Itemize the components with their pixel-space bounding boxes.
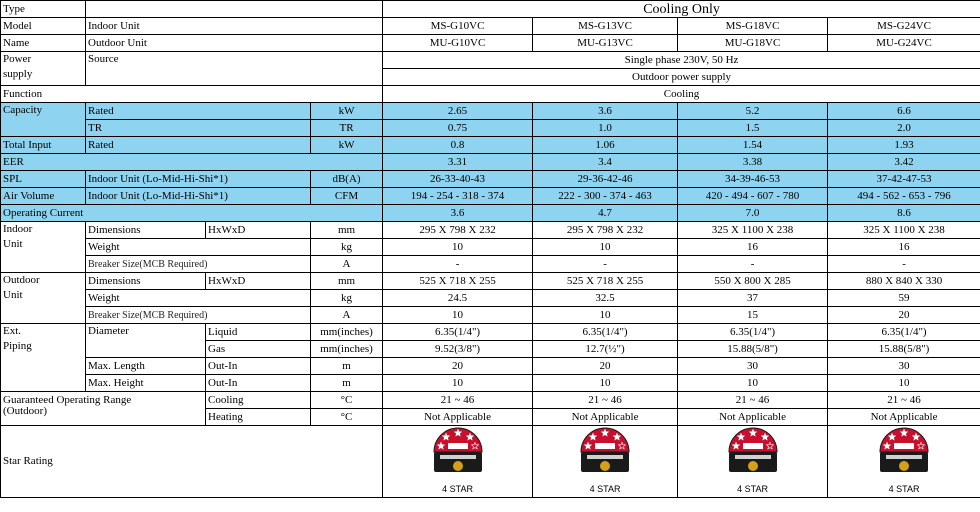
cell-outdoor-dimensions: 525 X 718 X 255 xyxy=(383,273,533,290)
cell-range-cooling: 21 ~ 46 xyxy=(678,392,828,409)
cell-indoor-breaker: - xyxy=(383,256,533,273)
cell-outdoor-dimensions: 880 X 840 X 330 xyxy=(828,273,980,290)
cell-spl: 34-39-46-53 xyxy=(678,171,828,188)
cell-eer: 3.31 xyxy=(383,154,533,171)
badge-stripe xyxy=(886,455,922,459)
star-rating-cell xyxy=(383,426,533,498)
unit-mm: mm xyxy=(311,273,383,290)
cell-operating-current: 3.6 xyxy=(383,205,533,222)
cell-capacity-tr: 1.0 xyxy=(533,120,678,137)
badge-stripe xyxy=(440,455,476,459)
badge-stripe xyxy=(587,455,623,459)
unit-m: m xyxy=(311,358,383,375)
star-rating-cell xyxy=(678,426,828,498)
row-outdoor-dimensions xyxy=(1,273,980,290)
cell-outdoor-model: MU-G24VC xyxy=(828,35,980,52)
cell-capacity-kw: 5.2 xyxy=(678,103,828,120)
cell-outdoor-model: MU-G18VC xyxy=(678,35,828,52)
row-operating-current xyxy=(1,205,980,222)
row-piping-liquid xyxy=(1,324,980,341)
label-spl-desc: Indoor Unit (Lo-Mid-Hi-Shi*1) xyxy=(86,171,311,188)
function-value: Cooling xyxy=(383,86,980,103)
label-indoor-unit: Indoor Unit xyxy=(86,18,383,35)
label-eer: EER xyxy=(1,154,383,171)
cell-outdoor-breaker: 10 xyxy=(383,307,533,324)
unit-celsius: °C xyxy=(311,409,383,426)
label-diameter: Diameter xyxy=(86,324,206,358)
cell-indoor-weight: 10 xyxy=(383,239,533,256)
cell-indoor-breaker: - xyxy=(533,256,678,273)
cell-air-volume: 222 - 300 - 374 - 463 xyxy=(533,188,678,205)
unit-mm: mm xyxy=(311,222,383,239)
label-out-in: Out-In xyxy=(206,375,311,392)
label-source: Source xyxy=(86,52,383,86)
row-max-length xyxy=(1,358,980,375)
unit-dba: dB(A) xyxy=(311,171,383,188)
cell-outdoor-breaker: 10 xyxy=(533,307,678,324)
badge-window xyxy=(894,443,914,449)
cell-outdoor-model: MU-G10VC xyxy=(383,35,533,52)
cell-indoor-dimensions: 295 X 798 X 232 xyxy=(533,222,678,239)
label-dimensions: Dimensions xyxy=(86,222,206,239)
row-star-rating xyxy=(1,426,980,498)
star-rating-label-graphic xyxy=(727,426,779,476)
unit-m: m xyxy=(311,375,383,392)
unit-kg: kg xyxy=(311,290,383,307)
label-hxwxd: HxWxD xyxy=(206,222,311,239)
label-tr: TR xyxy=(86,120,311,137)
star-rating-label-graphic xyxy=(579,426,631,476)
cell-indoor-dimensions: 325 X 1100 X 238 xyxy=(678,222,828,239)
cell-capacity-kw: 2.65 xyxy=(383,103,533,120)
cell-max-length: 20 xyxy=(533,358,678,375)
unit-a: A xyxy=(311,307,383,324)
row-type xyxy=(1,1,980,18)
star-rating-label-icon xyxy=(727,426,779,481)
label-capacity: Capacity xyxy=(1,103,86,137)
label-air-volume-desc: Indoor Unit (Lo-Mid-Hi-Shi*1) xyxy=(86,188,311,205)
label-heating: Heating xyxy=(206,409,311,426)
label-star-rating: Star Rating xyxy=(1,426,383,498)
cell-spl: 29-36-42-46 xyxy=(533,171,678,188)
cell-capacity-tr: 1.5 xyxy=(678,120,828,137)
cell-outdoor-weight: 24.5 xyxy=(383,290,533,307)
badge-window xyxy=(595,443,615,449)
cell-gas: 15.88(5/8") xyxy=(828,341,980,358)
cell-total-input: 1.93 xyxy=(828,137,980,154)
unit-celsius: °C xyxy=(311,392,383,409)
cell-gas: 12.7(½") xyxy=(533,341,678,358)
star-rating-cell xyxy=(828,426,980,498)
label-model: Model xyxy=(1,18,86,35)
cell-range-cooling: 21 ~ 46 xyxy=(533,392,678,409)
cell-outdoor-dimensions: 550 X 800 X 285 xyxy=(678,273,828,290)
badge-window xyxy=(743,443,763,449)
cell-liquid: 6.35(1/4") xyxy=(828,324,980,341)
label-max-length: Max. Length xyxy=(86,358,206,375)
cell-liquid: 6.35(1/4") xyxy=(678,324,828,341)
cell-operating-current: 7.0 xyxy=(678,205,828,222)
badge-seal xyxy=(453,461,463,471)
row-indoor-breaker xyxy=(1,256,980,273)
star-rating-label-graphic xyxy=(878,426,930,476)
cell-liquid: 6.35(1/4") xyxy=(533,324,678,341)
cell-indoor-model: MS-G10VC xyxy=(383,18,533,35)
label-cooling: Cooling xyxy=(206,392,311,409)
row-outdoor-breaker xyxy=(1,307,980,324)
star-rating-cell xyxy=(533,426,678,498)
label-gas: Gas xyxy=(206,341,311,358)
row-range-cooling xyxy=(1,392,980,409)
cell-outdoor-model: MU-G13VC xyxy=(533,35,678,52)
cell-indoor-dimensions: 325 X 1100 X 238 xyxy=(828,222,980,239)
label-ext-piping: Ext. Piping xyxy=(1,324,86,392)
cell-indoor-dimensions: 295 X 798 X 232 xyxy=(383,222,533,239)
row-spl xyxy=(1,171,980,188)
star-badge xyxy=(385,426,530,497)
cell-range-heating: Not Applicable xyxy=(533,409,678,426)
power-source-value: Single phase 230V, 50 Hz xyxy=(383,52,980,69)
cell-range-cooling: 21 ~ 46 xyxy=(828,392,980,409)
unit-mm-inches: mm(inches) xyxy=(311,341,383,358)
cell-total-input: 1.54 xyxy=(678,137,828,154)
star-badge xyxy=(830,426,978,497)
star-label: 4 STAR xyxy=(442,484,473,494)
row-total-input xyxy=(1,137,980,154)
label-type: Type xyxy=(1,1,86,18)
row-outdoor-weight xyxy=(1,290,980,307)
cell-air-volume: 194 - 254 - 318 - 374 xyxy=(383,188,533,205)
label-air-volume: Air Volume xyxy=(1,188,86,205)
label-weight: Weight xyxy=(86,239,311,256)
cell-indoor-model: MS-G13VC xyxy=(533,18,678,35)
type-value: Cooling Only xyxy=(383,1,980,18)
label-power-supply: Power supply xyxy=(1,52,86,86)
label-weight: Weight xyxy=(86,290,311,307)
label-outdoor-unit-group: Outdoor Unit xyxy=(1,273,86,324)
unit-cfm: CFM xyxy=(311,188,383,205)
cell-max-height: 10 xyxy=(828,375,980,392)
cell-outdoor-weight: 32.5 xyxy=(533,290,678,307)
label-out-in: Out-In xyxy=(206,358,311,375)
cell-capacity-tr: 0.75 xyxy=(383,120,533,137)
power-supply-value: Outdoor power supply xyxy=(383,69,980,86)
cell-outdoor-breaker: 15 xyxy=(678,307,828,324)
cell-indoor-model: MS-G18VC xyxy=(678,18,828,35)
unit-kw: kW xyxy=(311,137,383,154)
row-max-height xyxy=(1,375,980,392)
cell-total-input: 1.06 xyxy=(533,137,678,154)
cell-indoor-weight: 10 xyxy=(533,239,678,256)
star-label: 4 STAR xyxy=(888,484,920,494)
label-liquid: Liquid xyxy=(206,324,311,341)
row-capacity-tr xyxy=(1,120,980,137)
cell-gas: 15.88(5/8") xyxy=(678,341,828,358)
cell-outdoor-weight: 37 xyxy=(678,290,828,307)
cell-air-volume: 420 - 494 - 607 - 780 xyxy=(678,188,828,205)
star-badge xyxy=(680,426,825,497)
unit-mm-inches: mm(inches) xyxy=(311,324,383,341)
row-model-outdoor xyxy=(1,35,980,52)
unit-kw: kW xyxy=(311,103,383,120)
label-operating-current: Operating Current xyxy=(1,205,383,222)
label-guaranteed-range: Guaranteed Operating Range (Outdoor) xyxy=(1,392,206,426)
label-total-input: Total Input xyxy=(1,137,86,154)
cell-indoor-weight: 16 xyxy=(678,239,828,256)
label-hxwxd: HxWxD xyxy=(206,273,311,290)
label-breaker-size: Breaker Size(MCB Required) xyxy=(86,256,311,273)
cell-spl: 37-42-47-53 xyxy=(828,171,980,188)
cell-operating-current: 4.7 xyxy=(533,205,678,222)
cell-operating-current: 8.6 xyxy=(828,205,980,222)
label-function: Function xyxy=(1,86,383,103)
cell-air-volume: 494 - 562 - 653 - 796 xyxy=(828,188,980,205)
label-rated: Rated xyxy=(86,137,311,154)
star-rating-label-icon xyxy=(878,426,930,481)
cell-liquid: 6.35(1/4") xyxy=(383,324,533,341)
label-spl: SPL xyxy=(1,171,86,188)
cell-max-length: 20 xyxy=(383,358,533,375)
unit-kg: kg xyxy=(311,239,383,256)
star-rating-label-icon xyxy=(432,426,484,481)
unit-a: A xyxy=(311,256,383,273)
badge-seal xyxy=(748,461,758,471)
cell-capacity-tr: 2.0 xyxy=(828,120,980,137)
cell-outdoor-weight: 59 xyxy=(828,290,980,307)
star-label: 4 STAR xyxy=(737,484,768,494)
cell-max-length: 30 xyxy=(828,358,980,375)
badge-seal xyxy=(600,461,610,471)
label-rated: Rated xyxy=(86,103,311,120)
cell-indoor-weight: 16 xyxy=(828,239,980,256)
cell-max-height: 10 xyxy=(678,375,828,392)
star-rating-label-icon xyxy=(579,426,631,481)
row-power-source xyxy=(1,52,980,69)
cell-indoor-model: MS-G24VC xyxy=(828,18,980,35)
cell-eer: 3.42 xyxy=(828,154,980,171)
badge-window xyxy=(448,443,468,449)
label-outdoor-unit: Outdoor Unit xyxy=(86,35,383,52)
cell-spl: 26-33-40-43 xyxy=(383,171,533,188)
row-air-volume xyxy=(1,188,980,205)
cell-max-height: 10 xyxy=(383,375,533,392)
cell-outdoor-breaker: 20 xyxy=(828,307,980,324)
label-name: Name xyxy=(1,35,86,52)
badge-stripe xyxy=(735,455,771,459)
unit-tr: TR xyxy=(311,120,383,137)
cell-total-input: 0.8 xyxy=(383,137,533,154)
star-rating-label-graphic xyxy=(432,426,484,476)
cell-range-heating: Not Applicable xyxy=(383,409,533,426)
cell-outdoor-dimensions: 525 X 718 X 255 xyxy=(533,273,678,290)
star-label: 4 STAR xyxy=(589,484,621,494)
row-indoor-weight xyxy=(1,239,980,256)
cell-eer: 3.38 xyxy=(678,154,828,171)
cell-capacity-kw: 6.6 xyxy=(828,103,980,120)
cell-range-heating: Not Applicable xyxy=(828,409,980,426)
cell-gas: 9.52(3/8") xyxy=(383,341,533,358)
cell-indoor-breaker: - xyxy=(828,256,980,273)
cell-range-heating: Not Applicable xyxy=(678,409,828,426)
cell-range-cooling: 21 ~ 46 xyxy=(383,392,533,409)
cell-max-length: 30 xyxy=(678,358,828,375)
cell-eer: 3.4 xyxy=(533,154,678,171)
label-indoor-unit-group: Indoor Unit xyxy=(1,222,86,273)
label-max-height: Max. Height xyxy=(86,375,206,392)
row-eer xyxy=(1,154,980,171)
cell-capacity-kw: 3.6 xyxy=(533,103,678,120)
badge-seal xyxy=(899,461,909,471)
row-function xyxy=(1,86,980,103)
star-badge xyxy=(535,426,675,497)
cell-max-height: 10 xyxy=(533,375,678,392)
row-capacity-kw xyxy=(1,103,980,120)
row-model-indoor xyxy=(1,18,980,35)
cell-indoor-breaker: - xyxy=(678,256,828,273)
label-dimensions: Dimensions xyxy=(86,273,206,290)
row-indoor-dimensions xyxy=(1,222,980,239)
label-breaker-size: Breaker Size(MCB Required) xyxy=(86,307,311,324)
